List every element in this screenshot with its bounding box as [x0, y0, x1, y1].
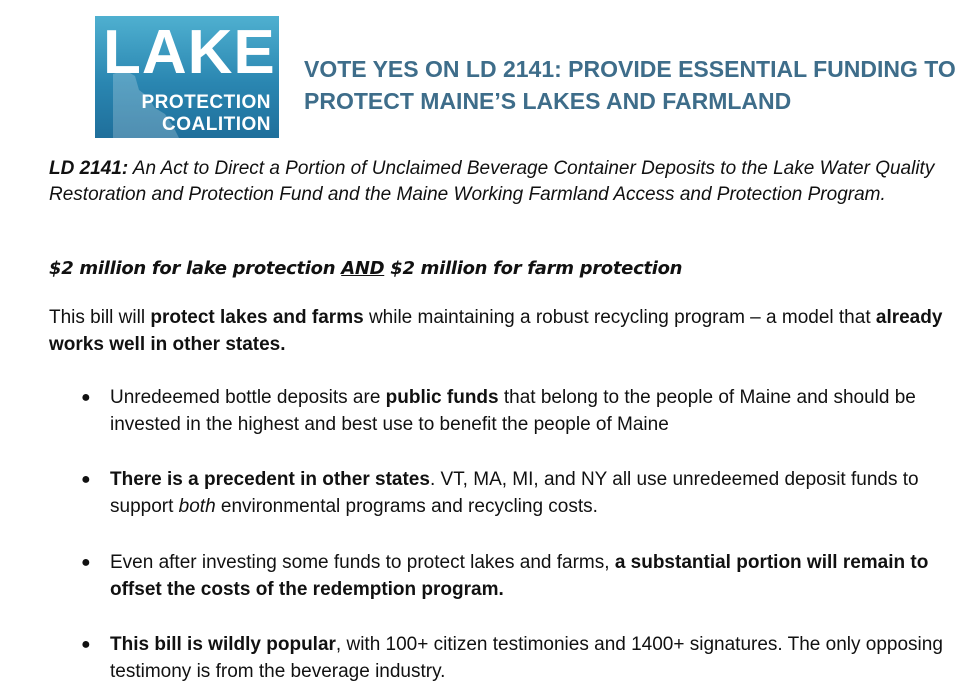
bullet-bold: a substantial portion will remain to offset the costs of the redemption program.: [110, 552, 929, 600]
bill-id: LD 2141:: [49, 158, 129, 179]
bullet-dot-icon: ●: [81, 554, 91, 571]
bullet-dot-icon: ●: [81, 389, 91, 406]
list-item: [81, 549, 965, 603]
act-description: [49, 156, 954, 208]
bullet-text: environmental programs and recycling costs.: [215, 496, 598, 517]
tagline-and: AND: [341, 258, 385, 279]
funding-tagline: [49, 256, 949, 282]
bullet-dot-icon: ●: [81, 471, 91, 488]
intro-bold-2: already works well in other states.: [49, 307, 943, 355]
page-title: [304, 53, 964, 117]
title-line-1: VOTE YES ON LD 2141: PROVIDE ESSENTIAL FUNDING TO: [304, 56, 956, 82]
intro-text-1: This bill will: [49, 307, 151, 328]
bill-title: An Act to Direct a Portion of Unclaimed Beverage Container Deposits to the Lake Water Quality Restoration and Protection Fund and the Maine Working Farmland Access and Protection Program.: [49, 158, 935, 205]
bullet-text: Even after investing some funds to protect lakes and farms,: [110, 552, 615, 573]
tagline-part-2: $2 million for farm protection: [384, 258, 683, 279]
intro-paragraph: [49, 304, 959, 358]
bullet-italic: both: [178, 496, 216, 517]
logo-line-2: COALITION: [162, 114, 271, 135]
bullet-dot-icon: ●: [81, 636, 91, 653]
tagline-part-1: $2 million for lake protection: [49, 258, 342, 279]
bullet-text: that belong to the people of Maine and should be invested in the highest and best use to benefit the people of Maine: [110, 387, 916, 435]
title-line-2: PROTECT MAINE’S LAKES AND FARMLAND: [304, 88, 792, 114]
bullet-bold: public funds: [385, 387, 499, 408]
bullet-text: Unredeemed bottle deposits are: [110, 387, 386, 408]
list-item: [81, 384, 965, 438]
logo-line-1: PROTECTION: [141, 92, 271, 113]
list-item: [81, 466, 965, 520]
lake-protection-coalition-logo: [95, 16, 279, 138]
bullet-text: . VT, MA, MI, and NY all use unredeemed deposit funds to support: [110, 469, 919, 517]
logo-word: LAKE: [103, 18, 276, 87]
intro-bold-1: protect lakes and farms: [150, 307, 364, 328]
bullet-bold: There is a precedent in other states: [110, 469, 430, 490]
list-item: [81, 631, 965, 685]
bullet-bold: This bill is wildly popular: [110, 634, 336, 655]
bullet-text: , with 100+ citizen testimonies and 1400+ signatures. The only opposing testimony is from the beverage industry.: [110, 634, 943, 682]
intro-text-2: while maintaining a robust recycling program – a model that: [363, 307, 876, 328]
